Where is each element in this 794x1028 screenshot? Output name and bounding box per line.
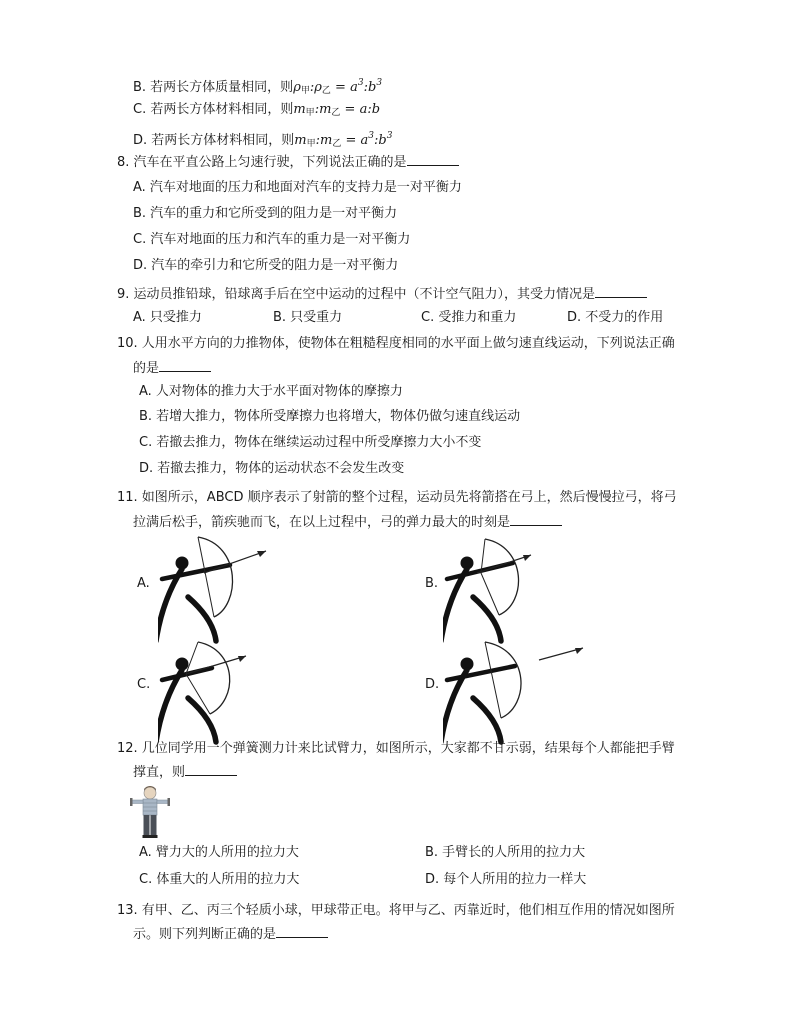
q8-option-b: B. 汽车的重力和它所受到的阻力是一对平衡力 — [133, 206, 398, 221]
q9-option-d: D. 不受力的作用 — [567, 310, 664, 325]
q10-option-b: B. 若增大推力，物体所受摩擦力也将增大，物体仍做匀速直线运动 — [139, 409, 521, 424]
q12-stem-line1: 12. 几位同学用一个弹簧测力计来比试臂力，如图所示，大家都不甘示弱，结果每个人都能把手臂 — [117, 741, 675, 756]
q11-figure-c-label: C. — [137, 677, 151, 692]
q9-option-b: B. 只受重力 — [273, 310, 343, 325]
q13-stem-line1: 13. 有甲、乙、丙三个轻质小球，甲球带正电。将甲与乙、丙靠近时，他们相互作用的情况如图所 — [117, 903, 675, 918]
q9-stem: 9. 运动员推铅球，铅球离手后在空中运动的过程中（不计空气阻力），其受力情况是 — [117, 285, 647, 304]
q7-option-d-formula: $m_甲:m_乙$ = $a^3:b^3$ — [294, 131, 393, 149]
q10-option-a: A. 人对物体的推力大于水平面对物体的摩擦力 — [139, 384, 403, 399]
q7-option-c-formula: $m_甲:m_乙$ = a:b — [293, 102, 381, 118]
q9-option-c: C. 受推力和重力 — [421, 310, 517, 325]
q8-stem: 8. 汽车在平直公路上匀速行驶，下列说法正确的是 — [117, 153, 459, 172]
q11-answer-blank[interactable] — [510, 513, 562, 526]
q7-option-b — [133, 74, 382, 100]
q9-answer-blank[interactable] — [595, 285, 647, 298]
q11-figure-a-label: A. — [137, 576, 150, 591]
q7-option-c-text: C. 若两长方体材料相同，则 — [133, 102, 294, 117]
q12-stem-line2: 撑直，则 — [133, 763, 237, 782]
q10-stem-line1: 10. 人用水平方向的力推物体，使物体在粗糙程度相同的水平面上做匀速直线运动，下列说法正确 — [117, 336, 675, 351]
q10-option-d: D. 若撤去推力，物体的运动状态不会发生改变 — [139, 461, 405, 476]
q8-answer-blank[interactable] — [407, 153, 459, 166]
q12-option-d: D. 每个人所用的拉力一样大 — [425, 872, 587, 887]
q9-option-a: A. 只受推力 — [133, 310, 202, 325]
archer-figure-c-icon — [158, 634, 278, 746]
q13-answer-blank[interactable] — [276, 925, 328, 938]
q12-option-b: B. 手臂长的人所用的拉力大 — [425, 845, 586, 860]
q7-option-b-formula: $\rho_甲:\rho_乙$ = $a^3:b^3$ — [293, 78, 383, 96]
q10-option-c: C. 若撤去推力，物体在继续运动过程中所受摩擦力大小不变 — [139, 435, 482, 450]
q11-figure-b-label: B. — [425, 576, 439, 591]
q11-stem-line2: 拉满后松手，箭疾驰而飞，在以上过程中，弓的弹力最大的时刻是 — [133, 513, 562, 532]
q8-option-a: A. 汽车对地面的压力和地面对汽车的支持力是一对平衡力 — [133, 180, 462, 195]
q10-stem-line2: 的是 — [133, 359, 211, 378]
q8-option-c: C. 汽车对地面的压力和汽车的重力是一对平衡力 — [133, 232, 411, 247]
q11-figure-d-label: D. — [425, 677, 440, 692]
q7-option-b-text: B. 若两长方体质量相同，则 — [133, 80, 294, 95]
archer-figure-a-icon — [158, 533, 278, 645]
student-with-spring-scale-icon — [130, 785, 170, 839]
q7-option-d-text: D. 若两长方体材料相同，则 — [133, 133, 295, 148]
q12-answer-blank[interactable] — [185, 763, 237, 776]
archer-figure-b-icon — [443, 533, 563, 645]
q8-option-d: D. 汽车的牵引力和它所受的阻力是一对平衡力 — [133, 258, 399, 273]
q11-stem-line1: 11. 如图所示，ABCD 顺序表示了射箭的整个过程，运动员先将箭搭在弓上，然后慢慢拉弓，将弓 — [117, 490, 677, 505]
q13-stem-line2: 示。则下列判断正确的是 — [133, 925, 328, 944]
q12-option-a: A. 臂力大的人所用的拉力大 — [139, 845, 299, 860]
q7-option-d — [133, 127, 392, 153]
q7-option-c — [133, 101, 380, 122]
q12-option-c: C. 体重大的人所用的拉力大 — [139, 872, 300, 887]
archer-figure-d-icon — [443, 634, 593, 746]
q10-answer-blank[interactable] — [159, 359, 211, 372]
